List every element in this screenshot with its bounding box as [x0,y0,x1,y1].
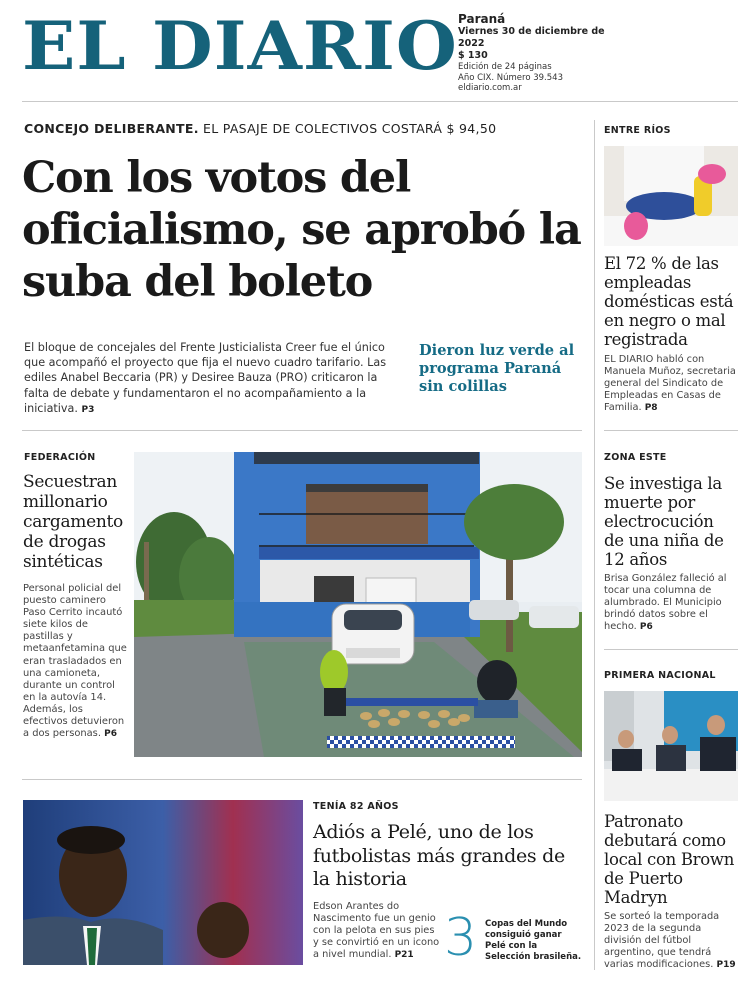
zona-este-body-text: Brisa González falleció al tocar una columna de alumbrado. El Municipio brindó datos sobre el hecho. [604,573,727,632]
pele-label: TENÍA 82 AÑOS [313,801,399,812]
column-divider [594,120,595,970]
entre-rios-headline[interactable]: El 72 % de las empleadas domésticas está en negro o mal registrada [604,254,734,349]
pele-page-ref[interactable]: P21 [394,950,414,960]
federacion-photo[interactable] [134,452,582,757]
pele-fact-text: Copas del Mundo consiguió ganar Pelé con la Selección brasileña. [485,919,582,962]
entre-rios-photo[interactable] [604,146,738,246]
primera-nacional-photo[interactable] [604,691,738,801]
masthead-edition: Edición de 24 páginas [458,62,552,72]
entre-rios-label: ENTRE RÍOS [604,125,671,136]
masthead-city: Paraná [458,12,506,26]
federacion-body-text: Personal policial del puesto caminero Paso Cerrito incautó siete kilos de pastillas y metaanfetamina que eran trasladados en una camioneta, durante un control en la autovía 14. Además, los efectivos detuvieron a dos personas. [23,583,127,740]
pele-headline[interactable]: Adiós a Pelé, uno de los futbolistas más grandes de la historia [313,821,565,890]
zona-este-page-ref[interactable]: P6 [639,622,653,632]
primera-nacional-body-text: Se sorteó la temporada 2023 de la segunda división del fútbol argentino, que tendrá varias modificaciones. [604,911,720,970]
pele-fact-number: 3 [444,908,478,968]
pele-body-text: Edson Arantes do Nascimento fue un genio con la pelota en sus pies y se convirtió en un icono a nivel mundial. [313,901,440,960]
primera-nacional-page-ref[interactable]: P19 [716,960,736,970]
entre-rios-body-text: EL DIARIO habló con Manuela Muñoz, secretaria general del Sindicato de Empleadas en Casas de Familia. [604,354,736,413]
zona-este-divider [604,649,738,650]
lead-kicker-text: EL PASAJE DE COLECTIVOS COSTARÁ $ 94,50 [198,121,497,136]
lead-kicker [24,121,584,136]
zona-este-body [604,573,738,633]
federacion-page-ref[interactable]: P6 [104,729,117,740]
entre-rios-body [604,354,738,414]
masthead-info [458,12,618,94]
lead-headline[interactable]: Con los votos del oficialismo, se aprobó la suba del boleto [22,153,581,307]
lead-page-ref[interactable]: P3 [81,404,95,415]
masthead-date: Viernes 30 de diciembre de 2022 [458,26,605,49]
masthead-logo[interactable]: EL DIARIO [22,7,458,85]
lead-divider [22,430,582,431]
federacion-headline[interactable]: Secuestran millonario cargamento de drogas sintéticas [23,472,123,572]
primera-nacional-headline[interactable]: Patronato debutará como local con Brown de Puerto Madryn [604,812,735,907]
promo-headline[interactable]: Dieron luz verde al programa Paraná sin colillas [419,342,575,395]
primera-nacional-body [604,911,738,971]
zona-este-headline[interactable]: Se investiga la muerte por electrocución de una niña de 12 años [604,474,724,569]
lead-kicker-section: CONCEJO DELIBERANTE. [24,121,199,136]
entre-rios-divider [604,430,738,431]
masthead-website[interactable]: eldiario.com.ar [458,83,522,93]
federacion-divider [22,779,582,780]
masthead-divider [22,101,738,102]
federacion-label: FEDERACIÓN [24,452,96,463]
pele-photo[interactable] [23,800,303,965]
masthead-issue: Año CIX. Número 39.543 [458,72,563,83]
masthead-price: $ 130 [458,50,488,61]
lead-body-text: El bloque de concejales del Frente Justicialista Creer fue el único que acompañó el proyecto que fija el nuevo cuadro tarifario. Las ediles Anabel Beccaria (PR) y Desiree Bauza (PRO) criticaron la falta de debate y fundamentaron el no acompañamiento a la iniciativa. [24,341,387,415]
entre-rios-page-ref[interactable]: P8 [644,403,658,413]
lead-body [24,340,404,418]
federacion-body [23,583,128,740]
zona-este-label: ZONA ESTE [604,452,667,463]
primera-nacional-label: PRIMERA NACIONAL [604,670,716,681]
pele-body [313,901,443,961]
